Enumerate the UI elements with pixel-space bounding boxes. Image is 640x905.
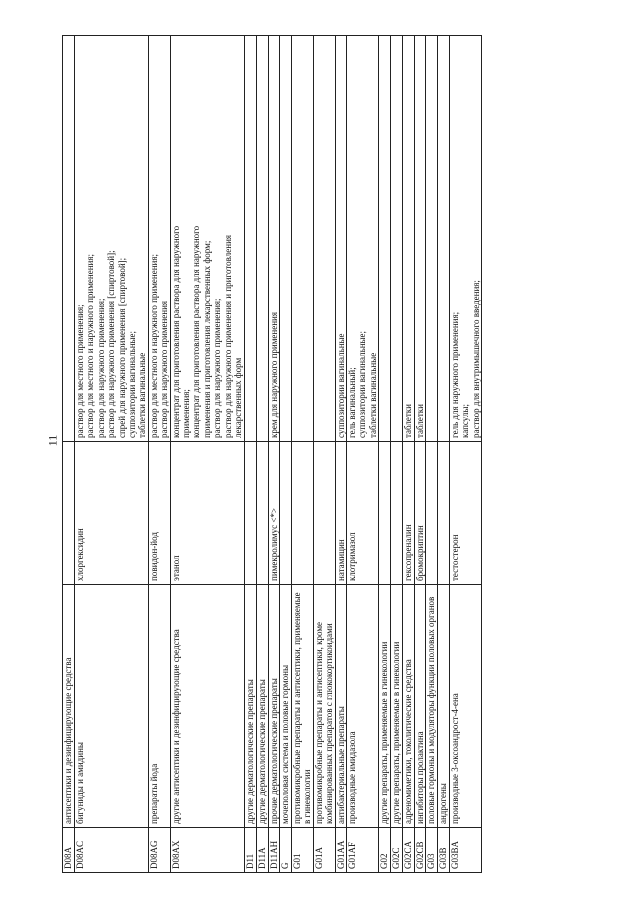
atc-group-cell-line: антибактериальные препараты (335, 706, 346, 824)
atc-code-cell: D11 (244, 828, 256, 873)
dosage-form-cell-line: таблетки вагинальные (137, 352, 148, 438)
atc-group-cell-line: другие дерматологические препараты (256, 679, 267, 824)
table-row (414, 36, 425, 873)
dosage-form-cell (148, 36, 170, 442)
drug-name-cell (437, 442, 449, 585)
drug-name-cell (425, 442, 437, 585)
table-row (63, 36, 75, 873)
atc-group-cell-line: в гинекологии (302, 769, 313, 824)
dosage-form-cell (291, 36, 313, 442)
atc-group-cell (256, 585, 268, 828)
drug-name-cell (148, 442, 170, 585)
dosage-form-cell-line: раствор для местного и наружного применения; (85, 254, 96, 438)
atc-code-cell: D08AX (170, 828, 244, 873)
atc-group-cell (346, 585, 378, 828)
table-row (268, 36, 279, 873)
dosage-form-cell-line: таблетки (414, 403, 425, 438)
atc-code-cell: D08AC (75, 828, 149, 873)
table-row (335, 36, 346, 873)
atc-group-cell (291, 585, 313, 828)
drug-name-cell (414, 442, 425, 585)
table-row (449, 36, 481, 873)
drug-name-cell (291, 442, 313, 585)
drug-name-cell-line: гексопреналин (403, 524, 414, 581)
dosage-form-cell-line: раствор для наружного применения (159, 300, 170, 438)
atc-group-cell-line: прочие дерматологические препараты (268, 678, 279, 824)
drug-name-cell (268, 442, 279, 585)
atc-group-cell-line: противомикробные препараты и антисептики, применяемые (291, 592, 302, 824)
drug-name-cell-line: пимекролимус <*> (268, 508, 279, 581)
drug-name-cell-line: повидон-йод (148, 532, 159, 581)
drug-name-cell (391, 442, 403, 585)
dosage-form-cell (449, 36, 481, 442)
drug-name-cell (256, 442, 268, 585)
atc-code-cell: G01AF (346, 828, 378, 873)
atc-code-cell: G01 (291, 828, 313, 873)
atc-code-cell: D08AG (148, 828, 170, 873)
table-row (170, 36, 244, 873)
atc-group-cell-line: антисептики и дезинфицирующие средства (63, 657, 73, 824)
atc-group-cell-line: другие препараты, применяемые в гинекологии (391, 641, 402, 824)
dosage-form-cell-line: раствор для наружного применения; (212, 298, 223, 438)
atc-group-cell-line: противомикробные препараты и антисептики, кроме (313, 621, 324, 824)
table-row (437, 36, 449, 873)
atc-group-cell-line: производные имидазола (346, 731, 357, 824)
dosage-form-cell (268, 36, 279, 442)
dosage-form-cell (346, 36, 378, 442)
table-row (256, 36, 268, 873)
atc-group-cell (437, 585, 449, 828)
atc-group-cell (148, 585, 170, 828)
rotated-page-area (62, 35, 597, 873)
drug-name-cell-line: хлоргексидин (75, 528, 85, 581)
atc-group-cell-line: комбинированных препаратов с глюкокортикоидами (324, 623, 335, 824)
atc-group-cell (313, 585, 335, 828)
dosage-form-cell-line: раствор для наружного применения; (95, 298, 106, 438)
table-row (244, 36, 256, 873)
dosage-form-cell-line: гель для наружного применения; (449, 311, 460, 438)
dosage-form-cell-line: таблетки (403, 403, 414, 438)
table-row (379, 36, 391, 873)
atc-group-cell (279, 585, 291, 828)
atc-code-cell: G03B (437, 828, 449, 873)
atc-group-cell-line: адреномиметики, токолитические средства (403, 659, 414, 824)
drug-name-cell (346, 442, 378, 585)
dosage-form-cell (437, 36, 449, 442)
drug-name-cell (75, 442, 149, 585)
atc-group-cell-line: производные 3-оксоандрост-4-ена (449, 693, 460, 824)
drug-name-cell-line: натамицин (335, 539, 346, 581)
atc-code-cell: G01AA (335, 828, 346, 873)
page-number: 11 (45, 434, 60, 447)
dosage-form-cell-line: применения; (181, 389, 192, 438)
drug-name-cell-line: бромокриптин (414, 525, 425, 581)
atc-group-cell (425, 585, 437, 828)
atc-group-cell-line: мочеполовая система и половые гормоны (279, 665, 290, 824)
drug-name-cell (335, 442, 346, 585)
drug-name-cell-line: тестостерон (449, 534, 460, 581)
atc-group-cell (391, 585, 403, 828)
atc-code-cell: G02CB (414, 828, 425, 873)
dosage-form-cell-line: раствор для внутримышечного введения; (470, 280, 481, 438)
atc-group-cell (379, 585, 391, 828)
table-row (291, 36, 313, 873)
dosage-form-cell-line: крем для наружного применения (268, 311, 279, 438)
drug-name-cell (63, 442, 75, 585)
dosage-form-cell (63, 36, 75, 442)
atc-group-cell (170, 585, 244, 828)
table-row (279, 36, 291, 873)
dosage-form-cell-line: капсулы; (460, 404, 471, 438)
atc-group-cell (63, 585, 75, 828)
dosage-form-cell (256, 36, 268, 442)
dosage-form-cell (75, 36, 149, 442)
dosage-form-cell (170, 36, 244, 442)
dosage-form-cell-line: суппозитории вагинальные; (127, 330, 138, 438)
atc-group-cell-line: половые гормоны и модуляторы функции половых органов (425, 596, 436, 824)
atc-group-cell-line: другие антисептики и дезинфицирующие средства (170, 629, 181, 824)
dosage-form-cell (279, 36, 291, 442)
atc-code-cell: G02 (379, 828, 391, 873)
dosage-form-cell-line: суппозитории вагинальные; (357, 330, 368, 438)
drug-name-cell (449, 442, 481, 585)
rotated-table-wrapper (62, 35, 597, 873)
table-row (391, 36, 403, 873)
table-row (148, 36, 170, 873)
atc-code-cell: D11A (256, 828, 268, 873)
table-body (63, 36, 482, 873)
drug-name-cell-line: клотримазол (346, 532, 357, 581)
table-row (403, 36, 414, 873)
atc-group-cell (449, 585, 481, 828)
dosage-form-cell-line: концентрат для приготовления раствора для наружного (191, 225, 202, 438)
atc-code-cell: D08A (63, 828, 75, 873)
atc-group-cell (414, 585, 425, 828)
atc-code-cell: D11AH (268, 828, 279, 873)
drug-name-cell (244, 442, 256, 585)
dosage-form-cell-line: применения и приготовления лекарственных форм; (201, 240, 212, 438)
atc-group-cell-line: ингибиторы пролактина (414, 731, 425, 824)
atc-group-cell (75, 585, 149, 828)
atc-code-cell: G01A (313, 828, 335, 873)
drug-registry-table (62, 35, 482, 873)
drug-name-cell (313, 442, 335, 585)
dosage-form-cell (425, 36, 437, 442)
atc-group-cell (268, 585, 279, 828)
table-row (75, 36, 149, 873)
drug-name-cell (279, 442, 291, 585)
atc-code-cell: G (279, 828, 291, 873)
dosage-form-cell-line: концентрат для приготовления раствора для наружного (170, 225, 181, 438)
atc-group-cell-line: другие препараты, применяемые в гинекологии (379, 641, 390, 824)
dosage-form-cell (244, 36, 256, 442)
atc-group-cell (335, 585, 346, 828)
atc-group-cell (403, 585, 414, 828)
atc-code-cell: G03BA (449, 828, 481, 873)
dosage-form-cell (335, 36, 346, 442)
dosage-form-cell-line: раствор для наружного применения [спиртовой]; (106, 250, 117, 438)
dosage-form-cell (379, 36, 391, 442)
table-row (425, 36, 437, 873)
drug-name-cell (379, 442, 391, 585)
dosage-form-cell (313, 36, 335, 442)
dosage-form-cell-line: суппозитории вагинальные (335, 333, 346, 438)
dosage-form-cell-line: таблетки вагинальные (367, 352, 378, 438)
atc-group-cell-line: препараты йода (148, 763, 159, 824)
dosage-form-cell (391, 36, 403, 442)
atc-code-cell: G02C (391, 828, 403, 873)
dosage-form-cell-line: раствор для местного применения; (75, 304, 85, 438)
atc-group-cell-line: другие дерматологические препараты (244, 679, 255, 824)
dosage-form-cell (414, 36, 425, 442)
atc-code-cell: G03 (425, 828, 437, 873)
dosage-form-cell-line: раствор для местного и наружного применения; (148, 254, 159, 438)
drug-name-cell (403, 442, 414, 585)
table-row (313, 36, 335, 873)
atc-group-cell (244, 585, 256, 828)
table-row (346, 36, 378, 873)
atc-group-cell-line: андрогены (437, 783, 448, 824)
atc-code-cell: G02CA (403, 828, 414, 873)
dosage-form-cell-line: гель вагинальный; (346, 367, 357, 438)
dosage-form-cell-line: спрей для наружного применения [спиртовой]; (116, 257, 127, 438)
dosage-form-cell-line: лекарственных форм (233, 357, 244, 438)
drug-name-cell (170, 442, 244, 585)
dosage-form-cell-line: раствор для наружного применения и приготовления (222, 234, 233, 438)
atc-group-cell-line: бигуниды и амидины (75, 742, 85, 824)
drug-name-cell-line: этанол (170, 555, 181, 581)
dosage-form-cell (403, 36, 414, 442)
